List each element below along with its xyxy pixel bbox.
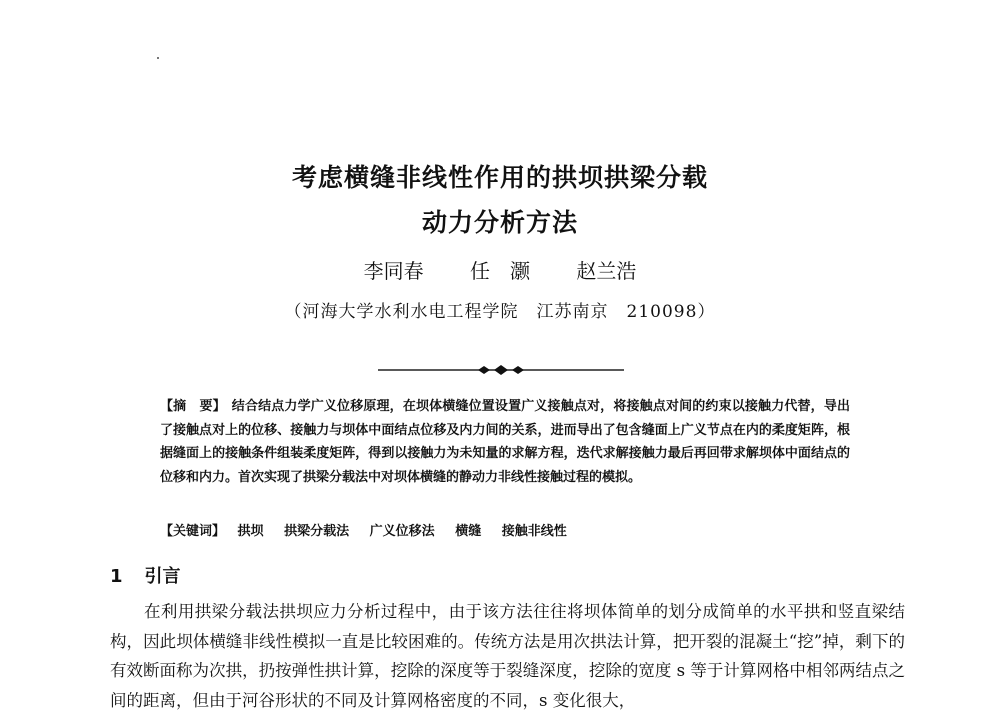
body-paragraph: 在利用拱梁分载法拱坝应力分析过程中，由于该方法往往将坝体简单的划分成简单的水平拱和竖直梁结构，因此坝体横缝非线性模拟一直是比较困难的。传统方法是用次拱法计算，把开裂的混凝土“挖”掉，剩下的有效断面称为次拱，扔按弹性拱计算，挖除的深度等于裂缝深度，挖除的宽度 s 等于计算网格中相邻两结点之间的距离，但由于河谷形状的不同及计算网格密度的不同，s 变化很大， bbox=[110, 602, 905, 710]
scan-speck bbox=[157, 57, 159, 59]
abstract-text: 结合结点力学广义位移原理，在坝体横缝位置设置广义接触点对，将接触点对间的约束以接触力代替，导出了接触点对上的位移、接触力与坝体中面结点位移及内力间的关系，进而导出了包含缝面上广义节点在内的柔度矩阵，根据缝面上的接触条件组装柔度矩阵，得到以接触力为未知量的求解方程，迭代求解接触力最后再回带求解坝体中面结点的位移和内力。首次实现了拱梁分载法中对坝体横缝的静动力非线性接触过程的模拟。 bbox=[160, 399, 850, 485]
paper-title-line-1: 考虑横缝非线性作用的拱坝拱梁分载 bbox=[291, 163, 708, 192]
abstract bbox=[160, 395, 850, 489]
author-name: 李同春 bbox=[363, 259, 424, 283]
paper-title-line-2: 动力分析方法 bbox=[421, 208, 578, 237]
keyword: 接触非线性 bbox=[501, 524, 567, 539]
abstract-label: 【摘 要】 bbox=[160, 399, 226, 414]
keywords-label: 【关键词】 bbox=[160, 524, 226, 539]
section-heading bbox=[110, 562, 181, 588]
keyword: 广义位移法 bbox=[369, 524, 435, 539]
author-list bbox=[0, 255, 1000, 284]
keyword: 拱梁分载法 bbox=[284, 524, 350, 539]
keyword: 横缝 bbox=[455, 524, 482, 539]
ornamental-divider bbox=[378, 364, 624, 376]
affiliation: （河海大学水利水电工程学院 江苏南京 210098） bbox=[284, 302, 716, 322]
section-title: 引言 bbox=[144, 566, 181, 587]
keywords bbox=[160, 520, 850, 539]
author-name: 赵兰浩 bbox=[576, 259, 637, 283]
author-name: 任 灏 bbox=[470, 259, 530, 283]
section-number: 1 bbox=[110, 566, 123, 587]
keyword: 拱坝 bbox=[237, 524, 264, 539]
